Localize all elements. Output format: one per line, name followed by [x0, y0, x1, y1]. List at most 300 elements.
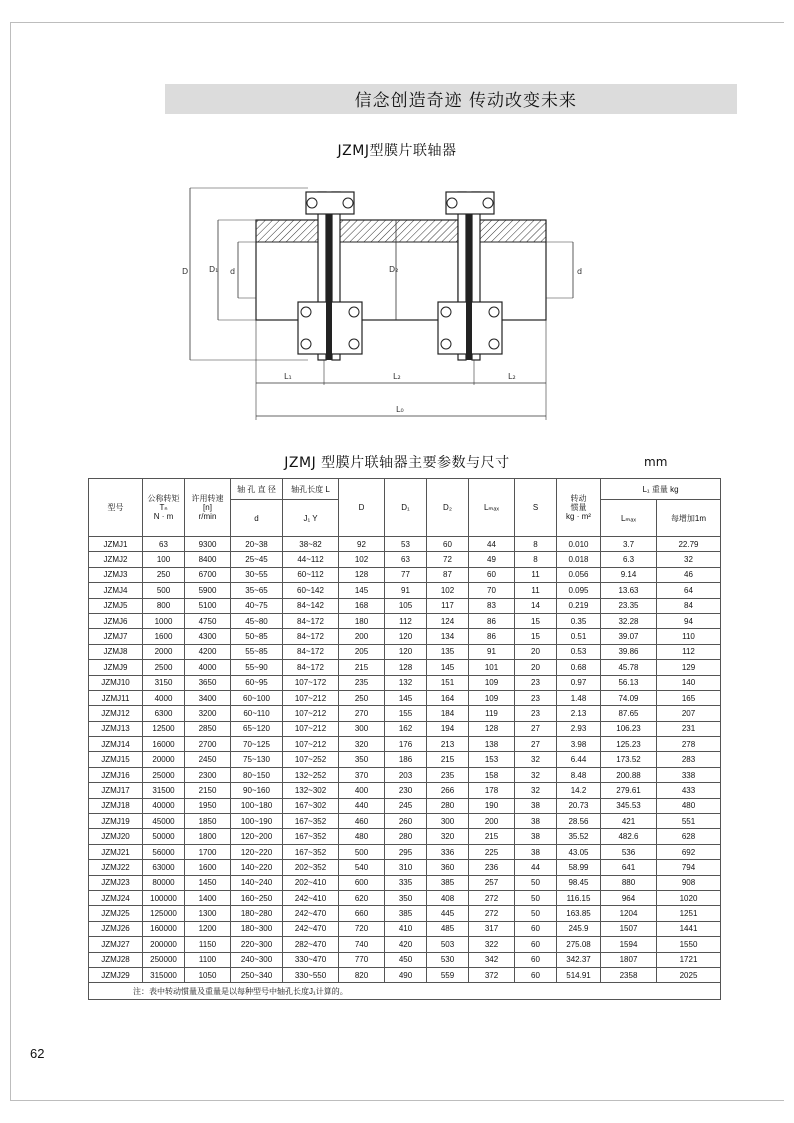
table-cell: 536	[601, 844, 657, 859]
table-cell: 215	[427, 752, 469, 767]
table-cell: 310	[385, 860, 427, 875]
table-cell: 320	[339, 737, 385, 752]
table-cell: 503	[427, 937, 469, 952]
table-cell: 168	[339, 598, 385, 613]
table-cell: 257	[469, 875, 515, 890]
table-cell: 20.73	[557, 798, 601, 813]
table-cell: 186	[385, 752, 427, 767]
table-cell: 117	[427, 598, 469, 613]
table-cell: 1441	[657, 921, 721, 936]
table-row	[89, 537, 721, 552]
table-cell: JZMJ11	[89, 690, 143, 705]
table-cell: 84~172	[283, 644, 339, 659]
table-cell: JZMJ20	[89, 829, 143, 844]
table-cell: 180~280	[231, 906, 283, 921]
table-cell: 4000	[185, 660, 231, 675]
table-cell: 335	[385, 875, 427, 890]
table-cell: 692	[657, 844, 721, 859]
table-cell: JZMJ21	[89, 844, 143, 859]
table-cell: 160~250	[231, 890, 283, 905]
table-row	[89, 752, 721, 767]
table-cell: 421	[601, 814, 657, 829]
table-cell: 107~212	[283, 721, 339, 736]
table-cell: 450	[385, 952, 427, 967]
table-cell: 4200	[185, 644, 231, 659]
table-cell: 84~142	[283, 598, 339, 613]
table-cell: 74.09	[601, 690, 657, 705]
table-row	[89, 706, 721, 721]
table-cell: 230	[385, 783, 427, 798]
table-cell: 272	[469, 890, 515, 905]
table-cell: 880	[601, 875, 657, 890]
table-cell: 86	[469, 613, 515, 628]
table-cell: 2.93	[557, 721, 601, 736]
table-cell: 272	[469, 906, 515, 921]
spec-table	[88, 478, 721, 1000]
col-D1: D₁	[385, 479, 427, 537]
table-cell: 167~352	[283, 814, 339, 829]
table-cell: 50~85	[231, 629, 283, 644]
table-cell: 14.2	[557, 783, 601, 798]
table-cell: 245	[385, 798, 427, 813]
table-cell: 280	[427, 798, 469, 813]
table-cell: 279.61	[601, 783, 657, 798]
spec-table-body	[89, 537, 721, 983]
table-cell: 63000	[143, 860, 185, 875]
table-cell: 0.51	[557, 629, 601, 644]
table-cell: 14	[515, 598, 557, 613]
table-cell: 8400	[185, 552, 231, 567]
table-cell: 20	[515, 660, 557, 675]
table-cell: 92	[339, 537, 385, 552]
table-row	[89, 675, 721, 690]
table-cell: 1020	[657, 890, 721, 905]
table-cell: 330~470	[283, 952, 339, 967]
table-cell: 84~172	[283, 660, 339, 675]
table-cell: 102	[339, 552, 385, 567]
table-cell: 1000	[143, 613, 185, 628]
table-cell: 433	[657, 783, 721, 798]
table-cell: 1594	[601, 937, 657, 952]
coupling-drawing	[178, 180, 598, 425]
col-torque: 公称转矩 Tₙ N · m	[143, 479, 185, 537]
table-cell: JZMJ17	[89, 783, 143, 798]
table-cell: 50	[515, 890, 557, 905]
table-cell: 25000	[143, 767, 185, 782]
table-cell: 4750	[185, 613, 231, 628]
table-cell: 2450	[185, 752, 231, 767]
table-row	[89, 844, 721, 859]
table-cell: 408	[427, 890, 469, 905]
table-cell: 38	[515, 814, 557, 829]
table-cell: 120~200	[231, 829, 283, 844]
table-cell: 164	[427, 690, 469, 705]
table-cell: JZMJ6	[89, 613, 143, 628]
table-cell: 75~130	[231, 752, 283, 767]
banner-slogan: 信念创造奇迹 传动改变未来	[354, 91, 577, 111]
table-row	[89, 798, 721, 813]
table-cell: 53	[385, 537, 427, 552]
table-cell: 8	[515, 552, 557, 567]
dim-D1: D₁	[209, 265, 219, 274]
table-cell: 38	[515, 798, 557, 813]
table-cell: 16000	[143, 737, 185, 752]
table-cell: 385	[427, 875, 469, 890]
table-cell: 84~172	[283, 613, 339, 628]
table-cell: 360	[427, 860, 469, 875]
table-cell: 60~95	[231, 675, 283, 690]
table-cell: 551	[657, 814, 721, 829]
table-cell: 44	[469, 537, 515, 552]
table-cell: 128	[339, 567, 385, 582]
table-cell: 132~302	[283, 783, 339, 798]
table-cell: 270	[339, 706, 385, 721]
table-cell: 0.97	[557, 675, 601, 690]
table-cell: 220~300	[231, 937, 283, 952]
header-banner	[165, 84, 737, 114]
table-cell: 372	[469, 967, 515, 982]
table-cell: 213	[427, 737, 469, 752]
col-model: 型号	[89, 479, 143, 537]
table-cell: 167~352	[283, 829, 339, 844]
table-cell: 27	[515, 721, 557, 736]
table-row	[89, 814, 721, 829]
table-cell: 80000	[143, 875, 185, 890]
unit-label: mm	[644, 455, 668, 469]
table-cell: 908	[657, 875, 721, 890]
table-cell: 153	[469, 752, 515, 767]
table-cell: 84	[657, 598, 721, 613]
table-cell: 55~90	[231, 660, 283, 675]
table-cell: 20000	[143, 752, 185, 767]
table-row	[89, 829, 721, 844]
table-cell: 1100	[185, 952, 231, 967]
dim-D2: D₂	[389, 265, 399, 274]
table-cell: JZMJ4	[89, 583, 143, 598]
table-cell: 250~340	[231, 967, 283, 982]
table-cell: 140	[657, 675, 721, 690]
table-cell: 1600	[143, 629, 185, 644]
page-number: 62	[30, 1046, 45, 1061]
table-cell: 0.056	[557, 567, 601, 582]
table-cell: 215	[339, 660, 385, 675]
table-cell: 203	[385, 767, 427, 782]
table-cell: 94	[657, 613, 721, 628]
table-row	[89, 921, 721, 936]
table-cell: 45~80	[231, 613, 283, 628]
table-cell: 70	[469, 583, 515, 598]
table-cell: 128	[385, 660, 427, 675]
table-cell: 1850	[185, 814, 231, 829]
table-cell: 132~252	[283, 767, 339, 782]
table-cell: 2358	[601, 967, 657, 982]
table-cell: 109	[469, 690, 515, 705]
table-cell: 77	[385, 567, 427, 582]
table-cell: 1150	[185, 937, 231, 952]
col-D2: D₂	[427, 479, 469, 537]
table-cell: 100000	[143, 890, 185, 905]
table-cell: 250000	[143, 952, 185, 967]
dim-L0: L₀	[396, 405, 404, 414]
table-cell: 39.07	[601, 629, 657, 644]
table-cell: 23	[515, 690, 557, 705]
table-cell: 112	[385, 613, 427, 628]
col-S: S	[515, 479, 557, 537]
table-cell: 56.13	[601, 675, 657, 690]
table-cell: 1400	[185, 890, 231, 905]
col-D: D	[339, 479, 385, 537]
table-cell: 530	[427, 952, 469, 967]
table-cell: 540	[339, 860, 385, 875]
col-inertia: 转动 惯量 kg · m²	[557, 479, 601, 537]
table-row	[89, 721, 721, 736]
table-cell: 165	[657, 690, 721, 705]
table-cell: 490	[385, 967, 427, 982]
table-cell: 44	[515, 860, 557, 875]
table-row	[89, 875, 721, 890]
table-cell: 65~120	[231, 721, 283, 736]
table-cell: 317	[469, 921, 515, 936]
table-cell: 105	[385, 598, 427, 613]
table-row	[89, 967, 721, 982]
table-cell: 60~142	[283, 583, 339, 598]
table-cell: 1050	[185, 967, 231, 982]
col-weight: L₁ 重量 kg	[601, 479, 721, 500]
table-cell: 200000	[143, 937, 185, 952]
table-cell: 5100	[185, 598, 231, 613]
table-cell: 23	[515, 706, 557, 721]
table-cell: 87	[427, 567, 469, 582]
table-cell: 3200	[185, 706, 231, 721]
table-cell: 0.53	[557, 644, 601, 659]
table-cell: 13.63	[601, 583, 657, 598]
table-row	[89, 629, 721, 644]
table-note: 注：表中转动惯量及重量是以每种型号中轴孔长度J₁计算的。	[89, 983, 721, 1000]
table-cell: 1800	[185, 829, 231, 844]
table-cell: JZMJ13	[89, 721, 143, 736]
table-cell: 2300	[185, 767, 231, 782]
table-cell: 151	[427, 675, 469, 690]
table-cell: 0.219	[557, 598, 601, 613]
table-cell: 55~85	[231, 644, 283, 659]
table-cell: 38~82	[283, 537, 339, 552]
table-cell: 660	[339, 906, 385, 921]
table-cell: 275.08	[557, 937, 601, 952]
table-cell: 480	[657, 798, 721, 813]
table-row	[89, 767, 721, 782]
col-length: 轴孔长度 L	[283, 479, 339, 500]
table-cell: 400	[339, 783, 385, 798]
table-cell: 84~172	[283, 629, 339, 644]
table-cell: 46	[657, 567, 721, 582]
table-cell: 236	[469, 860, 515, 875]
table-row	[89, 613, 721, 628]
table-cell: 107~172	[283, 675, 339, 690]
table-cell: 87.65	[601, 706, 657, 721]
table-cell: 2500	[143, 660, 185, 675]
dim-L3: L₂	[508, 372, 516, 381]
table-cell: 134	[427, 629, 469, 644]
table-cell: 180~300	[231, 921, 283, 936]
table-cell: 100~180	[231, 798, 283, 813]
table-row	[89, 583, 721, 598]
table-cell: 242~470	[283, 921, 339, 936]
document-title: JZMJ型膜片联轴器	[337, 143, 457, 159]
table-cell: 480	[339, 829, 385, 844]
table-cell: JZMJ27	[89, 937, 143, 952]
dim-d-left: d	[230, 267, 236, 276]
table-cell: 242~410	[283, 890, 339, 905]
table-cell: 160000	[143, 921, 185, 936]
table-cell: 500	[143, 583, 185, 598]
table-cell: 8.48	[557, 767, 601, 782]
table-cell: 176	[385, 737, 427, 752]
table-cell: 107~252	[283, 752, 339, 767]
col-Lmax: Lₘₐₓ	[469, 479, 515, 537]
table-cell: 4000	[143, 690, 185, 705]
table-cell: 278	[657, 737, 721, 752]
table-cell: 60	[515, 952, 557, 967]
table-cell: 2700	[185, 737, 231, 752]
table-cell: 63	[143, 537, 185, 552]
table-cell: 158	[469, 767, 515, 782]
table-cell: JZMJ15	[89, 752, 143, 767]
table-cell: 155	[385, 706, 427, 721]
table-cell: 180	[339, 613, 385, 628]
table-cell: 242~470	[283, 906, 339, 921]
table-cell: 282~470	[283, 937, 339, 952]
table-cell: 0.010	[557, 537, 601, 552]
table-cell: 620	[339, 890, 385, 905]
table-cell: JZMJ3	[89, 567, 143, 582]
table-cell: 100~190	[231, 814, 283, 829]
table-cell: 70~125	[231, 737, 283, 752]
table-cell: 35.52	[557, 829, 601, 844]
table-cell: JZMJ8	[89, 644, 143, 659]
table-cell: 43.05	[557, 844, 601, 859]
table-cell: 80~150	[231, 767, 283, 782]
table-cell: 6300	[143, 706, 185, 721]
table-cell: 112	[657, 644, 721, 659]
table-cell: 3150	[143, 675, 185, 690]
table-cell: 102	[427, 583, 469, 598]
table-cell: 120	[385, 644, 427, 659]
table-cell: 4300	[185, 629, 231, 644]
table-cell: 32	[515, 752, 557, 767]
table-cell: 0.35	[557, 613, 601, 628]
table-cell: 20~38	[231, 537, 283, 552]
table-cell: 120~220	[231, 844, 283, 859]
table-cell: 60	[515, 937, 557, 952]
table-cell: JZMJ5	[89, 598, 143, 613]
table-cell: 1950	[185, 798, 231, 813]
table-cell: 167~352	[283, 844, 339, 859]
table-cell: 1807	[601, 952, 657, 967]
table-cell: 482.6	[601, 829, 657, 844]
table-cell: 8	[515, 537, 557, 552]
table-cell: 440	[339, 798, 385, 813]
table-cell: 338	[657, 767, 721, 782]
table-cell: 3650	[185, 675, 231, 690]
table-cell: JZMJ26	[89, 921, 143, 936]
table-cell: 90~160	[231, 783, 283, 798]
table-cell: 9300	[185, 537, 231, 552]
table-cell: 32.28	[601, 613, 657, 628]
table-cell: JZMJ7	[89, 629, 143, 644]
table-cell: 107~212	[283, 706, 339, 721]
table-title: JZMJ 型膜片联轴器主要参数与尺寸	[284, 455, 510, 471]
table-cell: 500	[339, 844, 385, 859]
table-cell: 27	[515, 737, 557, 752]
table-row	[89, 644, 721, 659]
table-row	[89, 552, 721, 567]
table-cell: 25~45	[231, 552, 283, 567]
table-cell: JZMJ10	[89, 675, 143, 690]
table-cell: 116.15	[557, 890, 601, 905]
table-cell: 207	[657, 706, 721, 721]
table-cell: JZMJ2	[89, 552, 143, 567]
table-cell: 350	[339, 752, 385, 767]
table-cell: 56000	[143, 844, 185, 859]
table-cell: 86	[469, 629, 515, 644]
table-cell: 120	[385, 629, 427, 644]
table-cell: 101	[469, 660, 515, 675]
col-speed: 许用转速 [n] r/min	[185, 479, 231, 537]
table-cell: 23.35	[601, 598, 657, 613]
table-cell: 58.99	[557, 860, 601, 875]
table-cell: 145	[339, 583, 385, 598]
table-cell: 300	[339, 721, 385, 736]
table-row	[89, 598, 721, 613]
table-cell: 0.095	[557, 583, 601, 598]
table-cell: JZMJ29	[89, 967, 143, 982]
table-cell: 178	[469, 783, 515, 798]
table-cell: 20	[515, 644, 557, 659]
table-cell: 125000	[143, 906, 185, 921]
table-row	[89, 783, 721, 798]
table-row	[89, 860, 721, 875]
table-cell: 641	[601, 860, 657, 875]
table-cell: 9.14	[601, 567, 657, 582]
table-cell: 820	[339, 967, 385, 982]
table-cell: 45.78	[601, 660, 657, 675]
table-cell: 800	[143, 598, 185, 613]
table-cell: 28.56	[557, 814, 601, 829]
table-cell: 38	[515, 829, 557, 844]
table-cell: 60	[515, 967, 557, 982]
table-cell: 600	[339, 875, 385, 890]
table-cell: 119	[469, 706, 515, 721]
table-cell: JZMJ19	[89, 814, 143, 829]
table-row	[89, 690, 721, 705]
table-cell: 83	[469, 598, 515, 613]
table-cell: 385	[385, 906, 427, 921]
table-cell: 2150	[185, 783, 231, 798]
table-cell: JZMJ14	[89, 737, 143, 752]
table-cell: 370	[339, 767, 385, 782]
dim-d-right: d	[577, 267, 583, 276]
table-cell: 330~550	[283, 967, 339, 982]
table-cell: 2025	[657, 967, 721, 982]
table-cell: 40000	[143, 798, 185, 813]
table-row	[89, 952, 721, 967]
table-cell: 1600	[185, 860, 231, 875]
table-cell: 106.23	[601, 721, 657, 736]
dim-D: D	[182, 267, 189, 276]
table-cell: JZMJ23	[89, 875, 143, 890]
table-cell: 32	[515, 767, 557, 782]
table-cell: 100	[143, 552, 185, 567]
